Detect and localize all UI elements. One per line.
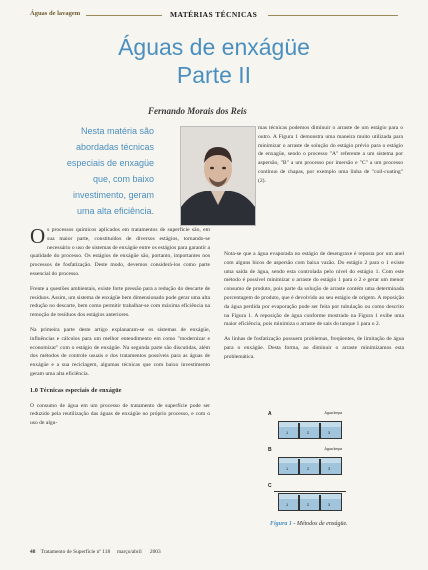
- issue-date: março/abril: [116, 549, 142, 555]
- water-label: Água limpa: [324, 411, 342, 415]
- page-footer: [30, 549, 161, 555]
- tank-divider: [298, 459, 300, 475]
- author-photo: [180, 126, 256, 226]
- section-title: MATÉRIAS TÉCNICAS: [170, 10, 258, 19]
- section-subheading: 1.0 Técnicas especiais de enxágüe: [30, 387, 122, 394]
- paragraph: Na primeira parte deste artigo explanaram-se os sistemas de enxágüe, influências e cálculos para um melhor entendimento em como "modernizar e economizar" com o estágio de enxágüe. Na segunda parte são discutidas, além dos métodos de controle usuais e dos tratamentos possíveis para as águas de enxágüe e a sua reciclagem, algumas técnicas que com baixo investimento geram uma alta eficiência.: [30, 326, 210, 377]
- paragraph: As linhas de fosfatização possuem problemas, freqüentes, de limitação de água para o enxágüe. Desta forma, ao diminuir o arraste minimizamos esta problemática.: [224, 336, 404, 360]
- drop-cap: O: [30, 224, 46, 248]
- diagram-panel-a: 1 2 3 Água limpa: [278, 417, 344, 439]
- portrait-icon: [181, 127, 255, 225]
- paragraph: O consumo de água em um processo de tratamento de superfície pode ser reduzido pela reutilização das águas de enxágüe no próprio processo, e com o uso de algu-: [30, 402, 210, 427]
- paragraph: mas técnicas podemos diminuir o arraste de um estágio para o outro. A Figura 1 demonstra uma maneira muito utilizada para minimizar o arraste de solução do estágio prévio para o estágio de enxagüe, sendo o processo "A" referente a um sistema por aspersão, "B" a um processo por imersão e "C" a um processo contínuo de chapas, por exemplo uma linha de "coil-coating" (2).: [258, 125, 403, 184]
- diagram-panel-c: 1 2 3: [278, 489, 344, 511]
- article-subtitle: Parte II: [176, 62, 252, 88]
- issue-year: 2003: [149, 549, 161, 555]
- body-column-right: [224, 250, 404, 368]
- paragraph: Frente a questões ambientais, existe forte pressão para a redução do descarte de resíduos. Assim, um sistema de enxágüe bem dimensionado pode gerar uma alta redução no descarte, bem como permitir trabalhar-se com máxima eficiência na remoção de resíduos dos estágios anteriores.: [30, 285, 210, 319]
- author-name: Fernando Morais dos Reis: [148, 106, 247, 116]
- tank-divider: [298, 423, 300, 439]
- water-label: Água limpa: [324, 447, 342, 451]
- tank-divider: [319, 459, 321, 475]
- header-rule-right: [268, 15, 398, 16]
- journal-name: Tratamento de Superfície nº 118: [40, 549, 111, 555]
- body-column-right-top: [258, 124, 403, 192]
- diagram-panel-b: 1 2 3 Água limpa: [278, 453, 344, 475]
- tank-divider: [319, 495, 321, 511]
- section-tag: Águas de lavagem: [30, 10, 81, 17]
- paragraph: Nota-se que a água evaporada no estágio de desengraxe é reposta por um anel com alguns bicos de aspersão com baixa vazão. Do estágio 2 para o 1 existe uma saída de água, sendo esta controlada pelo nível do estágio 1. Com este método é possível minimizar o arraste do estágio 1 para o 2 e gerar um menor consumo de produto, pois parte da solução de arraste contém uma determinada porcentagem de produto, que é devolvido ao seu estágio de origem. A reposição da água perdida por evaporação pode ser feita por tubulação ou como descrito na Figura 1. A reposição de água conforme mostrado na Figura 1 exibe uma maior eficiência, pois minimiza o arraste de sais do tanque 1 para o 2.: [224, 251, 404, 328]
- page-number: 48: [30, 549, 36, 555]
- tank-divider: [319, 423, 321, 439]
- figure-caption: Figura 1 - Métodos de enxágüe.: [270, 521, 348, 527]
- header-bar: [0, 10, 428, 22]
- header-rule-left: [86, 15, 162, 16]
- coil-strip: [274, 491, 346, 492]
- panel-label-b: B: [268, 447, 272, 453]
- panel-label-c: C: [268, 483, 272, 489]
- paragraph-intro: Os processos químicos aplicados em tratamentos de superfície são, em sua maior parte, constituídos de diversos estágios, tornando-se necessário o uso de sistemas de enxágüe entre os estágios para garantir a qualidade do processo. Os estágios de enxágüe são, portanto, importantes nos processos de fosfatização. Deste modo, devemos considerá-los como parte essencial do processo.: [30, 224, 210, 277]
- panel-label-a: A: [268, 411, 272, 417]
- figure-1: [268, 411, 348, 519]
- body-column-left: [30, 226, 210, 434]
- tank-divider: [298, 495, 300, 511]
- article-title: Águas de enxágüe: [118, 34, 310, 60]
- lede-text: Nesta matéria são abordadas técnicas especiais de enxagüe que, com baixo investimento, geram uma alta eficiência.: [66, 126, 154, 216]
